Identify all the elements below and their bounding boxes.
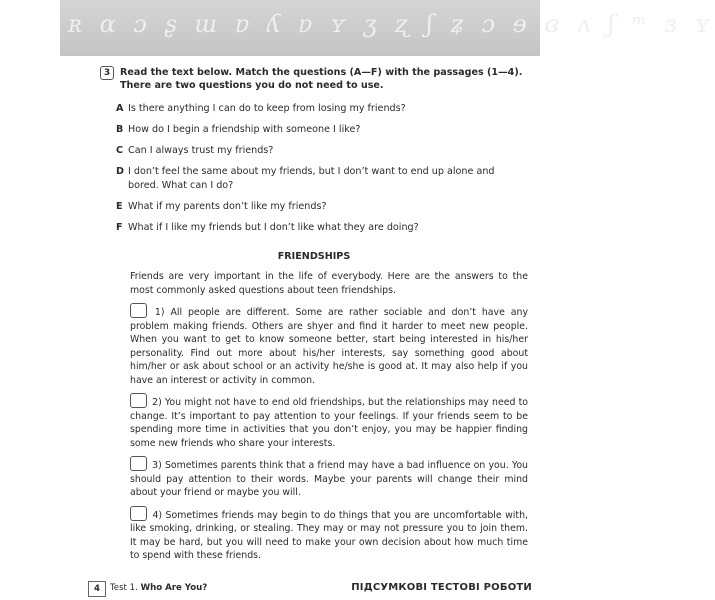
- passage-4-text: 4) Sometimes friends may begin to do things that you are uncomfortable with, like smoking, drinking, or stealing. They may or may not pressure you to join them. It may be hard, but you will need to make your own decision about how much time to spend with these friends.: [130, 509, 528, 561]
- option-letter: D: [116, 166, 124, 177]
- passage-1: [130, 303, 528, 387]
- footer-test-label: Test 1.: [110, 583, 138, 593]
- option-letter: C: [116, 145, 124, 156]
- passage-3: [130, 456, 528, 500]
- reading-text-title: FRIENDSHIPS: [277, 251, 351, 262]
- option-text: How do I begin a friendship with someone I like?: [128, 124, 361, 135]
- option-text: What if my parents don’t like my friends?: [128, 201, 327, 212]
- option-letter: F: [116, 222, 123, 233]
- passage-4: [130, 506, 528, 563]
- task-instruction: Read the text below. Match the questions (A—F) with the passages (1—4). There are two questions you do not need to use.: [120, 67, 523, 91]
- task-number-badge: 3: [100, 66, 114, 80]
- exercise-content: [100, 66, 528, 569]
- reading-intro: Friends are very important in the life of everybody. Here are the answers to the most commonly asked questions about teen friendships.: [130, 271, 528, 296]
- passage-1-text: 1) All people are different. Some are rather sociable and don’t have any problem making friends. Others are shyer and find it harder to meet new people. When you want to get to know someone better, start being interested in his/her personality. Find out more about his/her interests, say something good about him/her or ask about school or an activity he/she is good at. It may also help if you have an interest or activity in common.: [130, 307, 529, 386]
- passage-3-text: 3) Sometimes parents think that a friend may have a bad influence on you. You should pay attention to their words. Maybe your parents will change their mind about your friend or maybe you will.: [130, 460, 528, 498]
- option-item: [116, 102, 528, 116]
- option-text: I don’t feel the same about my friends, but I don’t want to end up alone and bored. What can I do?: [128, 166, 495, 191]
- option-item: [116, 144, 528, 158]
- option-text: Is there anything I can do to keep from losing my friends?: [128, 103, 406, 114]
- answer-box-2[interactable]: [130, 393, 147, 408]
- option-item: [116, 123, 528, 137]
- answer-box-1[interactable]: [130, 303, 147, 318]
- footer-test-name: Who Are You?: [140, 583, 208, 593]
- footer-test-title: [110, 581, 207, 595]
- task-instruction-row: [100, 66, 528, 92]
- option-item: [116, 221, 528, 235]
- page-number: 4: [88, 581, 106, 597]
- option-letter: E: [116, 201, 123, 212]
- option-text: What if I like my friends but I don’t like what they are doing?: [128, 222, 419, 233]
- answer-box-4[interactable]: [130, 506, 147, 521]
- option-item: [116, 165, 528, 193]
- option-letter: B: [116, 124, 124, 135]
- decorative-banner: [60, 0, 715, 56]
- footer-section-label: ПІДСУМКОВІ ТЕСТОВІ РОБОТИ: [351, 582, 532, 593]
- option-letter: A: [116, 103, 124, 114]
- page-footer: [88, 581, 532, 595]
- banner-phonetic-glyphs: ʀ ɑ ɔ ʂ ɯ ɐ ʎ ɐ ʏ ʒ ʐ ʃ ʑ ɔ ɘ ɞ ʌ ʃ ᵐ ɜ ʏ: [68, 10, 715, 38]
- passage-2-text: 2) You might not have to end old friendships, but the relationships may need to change. It’s important to pay attention to your feelings. If your friends seem to be spending more time in activities that you don’t enjoy, you may be happier finding some new friends who share your interests.: [130, 397, 528, 449]
- question-options-list: [116, 102, 528, 235]
- passage-2: [130, 393, 528, 450]
- option-item: [116, 200, 528, 214]
- option-text: Can I always trust my friends?: [128, 145, 274, 156]
- answer-box-3[interactable]: [130, 456, 147, 471]
